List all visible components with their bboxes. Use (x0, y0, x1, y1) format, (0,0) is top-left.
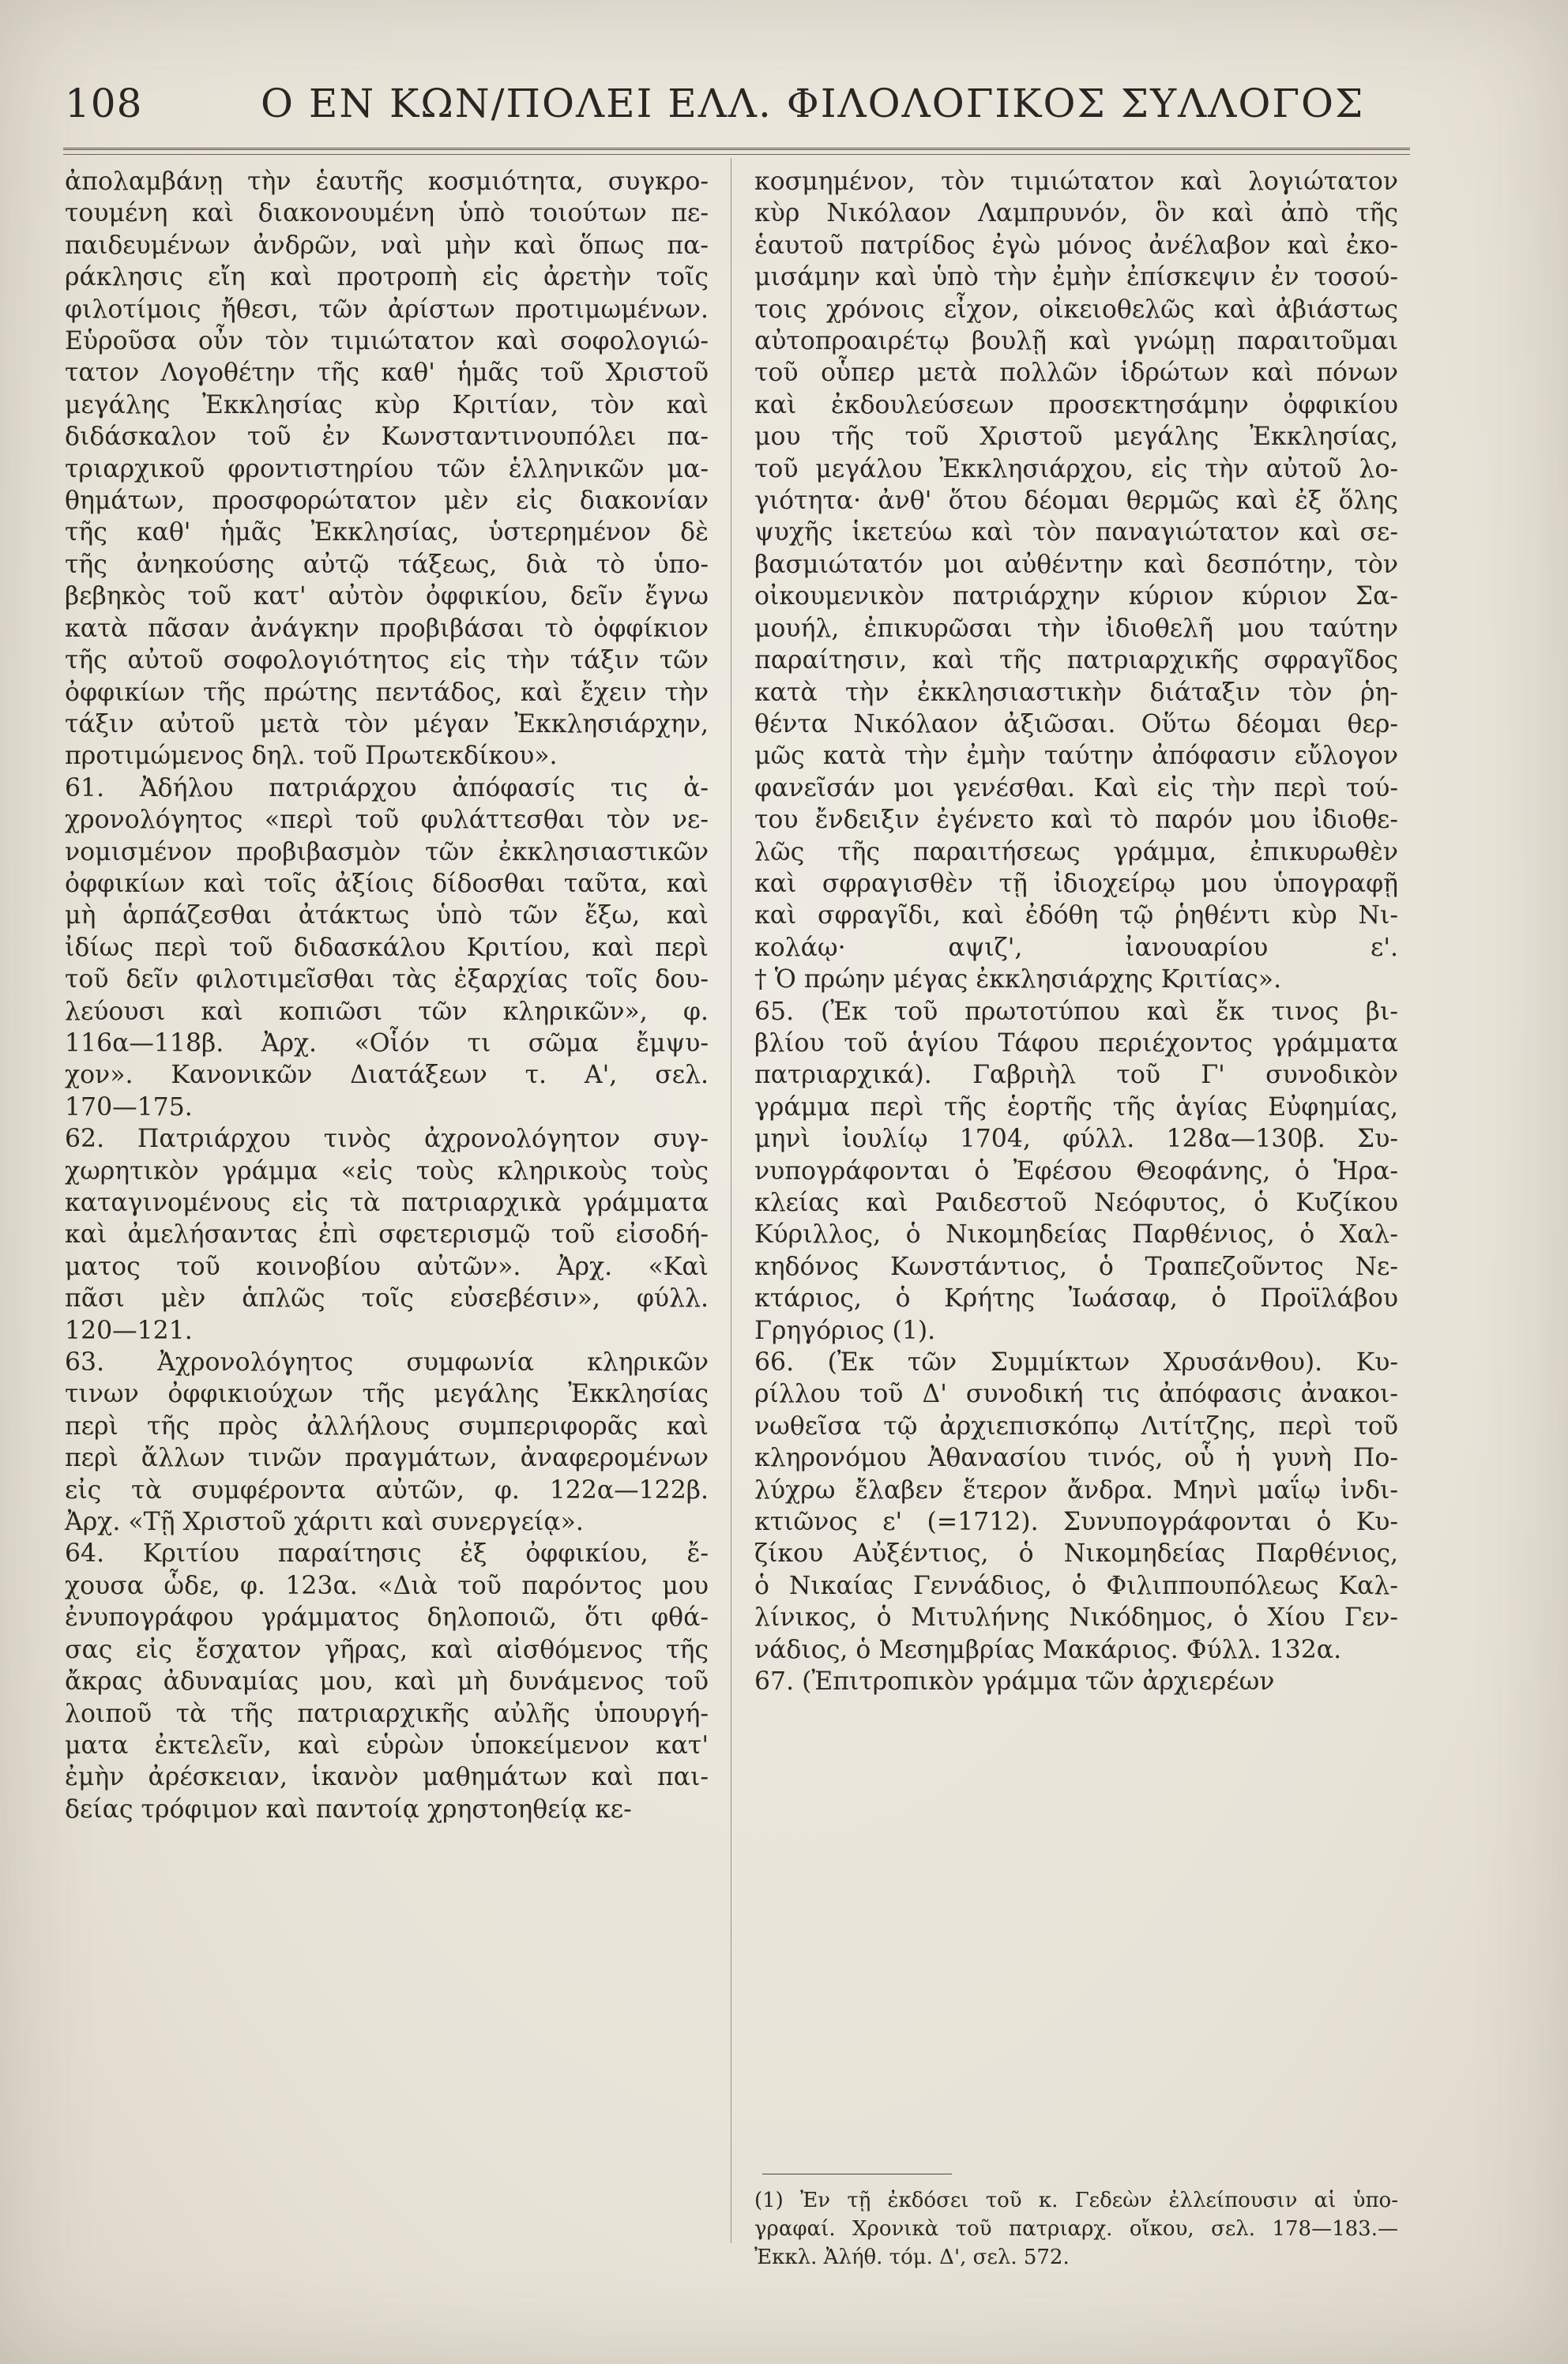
text-line: παιδευμένων ἀνδρῶν, ναὶ μὴν καὶ ὅπως πα- (65, 231, 709, 260)
text-line: Γρηγόριος (1). (754, 1316, 936, 1345)
text-line: τάξιν αὐτοῦ μετὰ τὸν μέγαν Ἐκκλησιάρχην, (65, 709, 709, 739)
text-line: κατὰ τὴν ἐκκλησιαστικὴν διάταξιν τὸν ῥη- (754, 678, 1398, 707)
header-rule (63, 148, 1410, 155)
text-line: 62. Πατριάρχου τινὸς ἀχρονολόγητον συγ- (65, 1125, 709, 1154)
text-line: Κύριλλος, ὁ Νικομηδείας Παρθένιος, ὁ Χαλ- (754, 1220, 1398, 1250)
text-line: λύχρω ἔλαβεν ἕτερον ἄνδρα. Μηνὶ μαΐῳ ἰνδι- (754, 1475, 1398, 1505)
text-line: μουήλ, ἐπικυρῶσαι τὴν ἰδιοθελῆ μου ταύτην (754, 614, 1398, 643)
text-line: νομισμένον προβιβασμὸν τῶν ἐκκλησιαστικῶν (65, 837, 709, 866)
text-line: πᾶσι μὲν ἁπλῶς τοῖς εὐσεβέσιν», φύλλ. (65, 1284, 709, 1314)
text-line: μῶς κατὰ τὴν ἐμὴν ταύτην ἀπόφασιν εὔλογον (754, 742, 1398, 771)
text-line: ἀπολαμβάνῃ τὴν ἑαυτῆς κοσμιότητα, συγκρο- (65, 167, 709, 196)
footnote-line: Ἐκκλ. Ἀλήθ. τόμ. Δ', σελ. 572. (754, 2246, 1070, 2269)
text-line: τοῦ μεγάλου Ἐκκλησιάρχου, εἰς τὴν αὐτοῦ λο- (754, 454, 1398, 483)
text-line: καταγινομένους εἰς τὰ πατριαρχικὰ γράμματα (65, 1189, 709, 1217)
text-line: τοῦ οὗπερ μετὰ πολλῶν ἱδρώτων καὶ πόνων (754, 359, 1398, 388)
text-line: γράμμα περὶ τῆς ἑορτῆς τῆς ἁγίας Εὐφημίας, (754, 1092, 1398, 1122)
text-line: 67. (Ἐπιτροπικὸν γράμμα τῶν ἀρχιερέων (754, 1667, 1275, 1697)
text-line: χουσα ὧδε, φ. 123α. «Διὰ τοῦ παρόντος μου (65, 1571, 709, 1600)
text-line: τῆς καθ' ἡμᾶς Ἐκκλησίας, ὑστερημένον δὲ (65, 518, 709, 547)
text-line: σας εἰς ἔσχατον γῆρας, καὶ αἰσθόμενος τῆς (65, 1635, 709, 1664)
text-line: ὀφφικίων τῆς πρώτης πεντάδος, καὶ ἔχειν τὴν (65, 678, 709, 707)
text-line: 61. Ἀδήλου πατριάρχου ἀπόφασίς τις ἀ- (65, 773, 709, 802)
text-line: ἄκρας ἀδυναμίας μου, καὶ μὴ δυνάμενος τοῦ (65, 1667, 709, 1697)
text-line: τριαρχικοῦ φροντιστηρίου τῶν ἑλληνικῶν μα- (65, 454, 709, 483)
text-line: ματος τοῦ κοινοβίου αὐτῶν». Ἀρχ. «Καὶ (65, 1252, 709, 1281)
text-line: κηδόνος Κωνστάντιος, ὁ Τραπεζοῦντος Νε- (754, 1252, 1398, 1281)
text-line: καὶ σφραγισθὲν τῇ ἰδιοχείρῳ μου ὑπογραφῇ (754, 869, 1398, 898)
text-line: προτιμώμενος δηλ. τοῦ Πρωτεκδίκου». (65, 742, 558, 771)
text-line: τῆς αὐτοῦ σοφολογιότητος εἰς τὴν τάξιν τῶν (65, 646, 709, 675)
text-line: καὶ σφραγῖδι, καὶ ἐδόθη τῷ ῥηθέντι κὺρ Νι- (754, 901, 1398, 930)
text-line: του ἔνδειξιν ἐγένετο καὶ τὸ παρόν μου ἰδιοθε- (754, 806, 1398, 835)
text-line: νάδιος, ὁ Μεσημβρίας Μακάριος. Φύλλ. 132α. (754, 1635, 1342, 1664)
text-line: † Ὁ πρώην μέγας ἐκκλησιάρχης Κριτίας». (754, 965, 1282, 994)
text-line: κληρονόμου Ἀθανασίου τινός, οὗ ἡ γυνὴ Πο- (754, 1444, 1398, 1473)
page-number: 108 (65, 81, 143, 126)
text-line: ὀφφικίων καὶ τοῖς ἀξίοις δίδοσθαι ταῦτα, καὶ (65, 869, 709, 898)
text-line: φανεῖσάν μοι γενέσθαι. Καὶ εἰς τὴν περὶ τού- (754, 773, 1398, 802)
text-line: ἰδίως περὶ τοῦ διδασκάλου Κριτίου, καὶ περὶ (65, 933, 709, 962)
text-line: 116α—118β. Ἀρχ. «Οἷόν τι σῶμα ἔμψυ- (65, 1028, 709, 1058)
text-line: 63. Ἀχρονολόγητος συμφωνία κληρικῶν (65, 1348, 709, 1377)
text-line: ρίλλου τοῦ Δ' συνοδική τις ἀπόφασις ἀνακοι- (754, 1380, 1398, 1409)
text-line: ζίκου Αὐξέντιος, ὁ Νικομηδείας Παρθένιος, (754, 1539, 1398, 1569)
text-line: 65. (Ἐκ τοῦ πρωτοτύπου καὶ ἔκ τινος βι- (754, 997, 1398, 1026)
text-line: οἰκουμενικὸν πατριάρχην κύριον κύριον Σα- (754, 582, 1398, 611)
text-line: εἰς τὰ συμφέροντα αὐτῶν, φ. 122α—122β. (65, 1475, 709, 1505)
text-line: λεύουσι καὶ κοπιῶσι τῶν κληρικῶν», φ. (65, 997, 709, 1026)
text-line: νωθεῖσα τῷ ἀρχιεπισκόπῳ Λιτίτζης, περὶ τοῦ (754, 1411, 1398, 1441)
text-line: λῶς τῆς παραιτήσεως γράμμα, ἐπικυρωθὲν (754, 837, 1398, 866)
text-line: χον». Κανονικῶν Διατάξεων τ. Α', σελ. (65, 1061, 709, 1090)
text-line: 170—175. (65, 1092, 193, 1122)
text-line: τοις χρόνοις εἶχον, οἰκειοθελῶς καὶ ἀβιάστως (754, 295, 1398, 324)
text-line: πατριαρχικά). Γαβριὴλ τοῦ Γ' συνοδικὸν (754, 1061, 1398, 1090)
text-line: ὁ Νικαίας Γεννάδιος, ὁ Φιλιππουπόλεως Καλ- (754, 1571, 1398, 1600)
text-line: περὶ τῆς πρὸς ἀλλήλους συμπεριφορᾶς καὶ (65, 1411, 709, 1441)
text-line: κὺρ Νικόλαον Λαμπρυνόν, ὃν καὶ ἀπὸ τῆς (754, 199, 1398, 228)
text-line: χρονολόγητος «περὶ τοῦ φυλάττεσθαι τὸν νε- (65, 806, 709, 835)
text-line: γιότητα· ἀνθ' ὅτου δέομαι θερμῶς καὶ ἐξ ὅλης (754, 487, 1398, 516)
text-line: μηνὶ ἰουλίῳ 1704, φύλλ. 128α—130β. Συ- (754, 1125, 1398, 1154)
running-title: Ο ΕΝ ΚΩΝ/ΠΟΛΕΙ ΕΛΛ. ΦΙΛΟΛΟΓΙΚΟΣ ΣΥΛΛΟΓΟΣ (261, 81, 1365, 126)
text-line: θημάτων, προσφορώτατον μὲν εἰς διακονίαν (65, 487, 709, 516)
text-line: κτιῶνος ε' (=1712). Συνυπογράφονται ὁ Κυ- (754, 1508, 1398, 1537)
text-line: μισάμην καὶ ὑπὸ τὴν ἐμὴν ἐπίσκεψιν ἐν τοσού- (754, 263, 1398, 292)
text-line: τῆς ἀνηκούσης αὐτῷ τάξεως, διὰ τὸ ὑπο- (65, 550, 709, 579)
text-line: κλείας καὶ Ραιδεστοῦ Νεόφυτος, ὁ Κυζίκου (754, 1189, 1398, 1217)
text-line: 64. Κριτίου παραίτησις ἐξ ὀφφικίου, ἔ- (65, 1539, 709, 1569)
text-line: διδάσκαλον τοῦ ἐν Κωνσταντινουπόλει πα- (65, 423, 709, 452)
text-line: καὶ ἐκδουλεύσεων προσεκτησάμην ὀφφικίου (754, 390, 1398, 419)
page-header (0, 73, 1568, 152)
text-line: λοιποῦ τὰ τῆς πατριαρχικῆς αὐλῆς ὑπουργή- (65, 1699, 709, 1728)
text-line: βεβηκὸς τοῦ κατ' αὐτὸν ὀφφικίου, δεῖν ἔγνω (65, 582, 709, 611)
text-line: Εὑροῦσα οὖν τὸν τιμιώτατον καὶ σοφολογιώ- (65, 327, 709, 356)
text-line: βλίου τοῦ ἁγίου Τάφου περιέχοντος γράμματα (754, 1028, 1398, 1058)
text-line: παραίτησιν, καὶ τῆς πατριαρχικῆς σφραγῖδος (754, 646, 1398, 675)
text-line: κοσμημένον, τὸν τιμιώτατον καὶ λογιώτατον (754, 167, 1398, 196)
footnote-line: (1) Ἐν τῇ ἐκδόσει τοῦ κ. Γεδεὼν ἐλλείπουσιν αἱ ὑπο- (754, 2189, 1398, 2212)
footnote-line: γραφαί. Χρονικὰ τοῦ πατριαρχ. οἴκου, σελ. 178—183.— (754, 2217, 1398, 2241)
text-line: 66. (Ἐκ τῶν Συμμίκτων Χρυσάνθου). Κυ- (754, 1348, 1398, 1377)
left-column (65, 166, 709, 1825)
text-line: τατον Λογοθέτην τῆς καθ' ἡμᾶς τοῦ Χριστοῦ (65, 359, 709, 388)
text-line: τουμένη καὶ διακονουμένη ὑπὸ τοιούτων πε- (65, 199, 709, 228)
text-line: κτάριος, ὁ Κρήτης Ἰωάσαφ, ὁ Προϊλάβου (754, 1284, 1398, 1314)
text-line: νυπογράφονται ὁ Ἐφέσου Θεοφάνης, ὁ Ἡρα- (754, 1156, 1398, 1186)
text-line: χωρητικὸν γράμμα «εἰς τοὺς κληρικοὺς τοὺς (65, 1156, 709, 1186)
text-line: ἐνυπογράφου γράμματος δηλοποιῶ, ὅτι φθά- (65, 1603, 709, 1633)
text-line: λίνικος, ὁ Μιτυλήνης Νικόδημος, ὁ Χίου Γεν- (754, 1603, 1398, 1633)
footnote (754, 2186, 1398, 2272)
text-line: κατὰ πᾶσαν ἀνάγκην προβιβάσαι τὸ ὀφφίκιον (65, 614, 709, 643)
text-line: δείας τρόφιμον καὶ παντοίᾳ χρηστοηθείᾳ κε- (65, 1795, 632, 1824)
right-column (754, 166, 1398, 1698)
text-line: ἑαυτοῦ πατρίδος ἐγὼ μόνος ἀνέλαβον καὶ ἐκο- (754, 231, 1398, 260)
text-line: ἐμὴν ἀρέσκειαν, ἱκανὸν μαθημάτων καὶ παι- (65, 1763, 709, 1792)
text-line: ψυχῆς ἱκετεύω καὶ τὸν παναγιώτατον καὶ σε- (754, 518, 1398, 547)
text-line: ματα ἐκτελεῖν, καὶ εὑρὼν ὑποκείμενον κατ' (65, 1731, 709, 1760)
text-line: 120—121. (65, 1316, 193, 1345)
text-line: ράκλησις εἴη καὶ προτροπὴ εἰς ἀρετὴν τοῖς (65, 263, 709, 292)
text-line: αὐτοπροαιρέτῳ βουλῇ καὶ γνώμῃ παραιτοῦμαι (754, 327, 1398, 356)
text-line: μεγάλης Ἐκκλησίας κὺρ Κριτίαν, τὸν καὶ (65, 390, 709, 419)
text-line: κολάῳ· αψιζ', ἰανουαρίου ε'. (754, 933, 1398, 962)
text-line: μου τῆς τοῦ Χριστοῦ μεγάλης Ἐκκλησίας, (754, 423, 1398, 452)
text-line: φιλοτίμοις ἤθεσι, τῶν ἀρίστων προτιμωμένων. (65, 295, 709, 324)
text-line: βασμιώτατόν μοι αὐθέντην καὶ δεσπότην, τὸν (754, 550, 1398, 579)
text-line: καὶ ἀμελήσαντας ἐπὶ σφετερισμῷ τοῦ εἰσοδή- (65, 1220, 709, 1250)
text-line: θέντα Νικόλαον ἀξιῶσαι. Οὕτω δέομαι θερ- (754, 709, 1398, 739)
text-line: μὴ ἁρπάζεσθαι ἀτάκτως ὑπὸ τῶν ἔξω, καὶ (65, 901, 709, 930)
text-line: τινων ὀφφικιούχων τῆς μεγάλης Ἐκκλησίας (65, 1380, 709, 1409)
text-line: τοῦ δεῖν φιλοτιμεῖσθαι τὰς ἐξαρχίας τοῖς δου- (65, 965, 709, 994)
text-line: Ἀρχ. «Τῇ Χριστοῦ χάριτι καὶ συνεργείᾳ». (65, 1508, 584, 1537)
text-line: περὶ ἄλλων τινῶν πραγμάτων, ἀναφερομένων (65, 1444, 709, 1473)
